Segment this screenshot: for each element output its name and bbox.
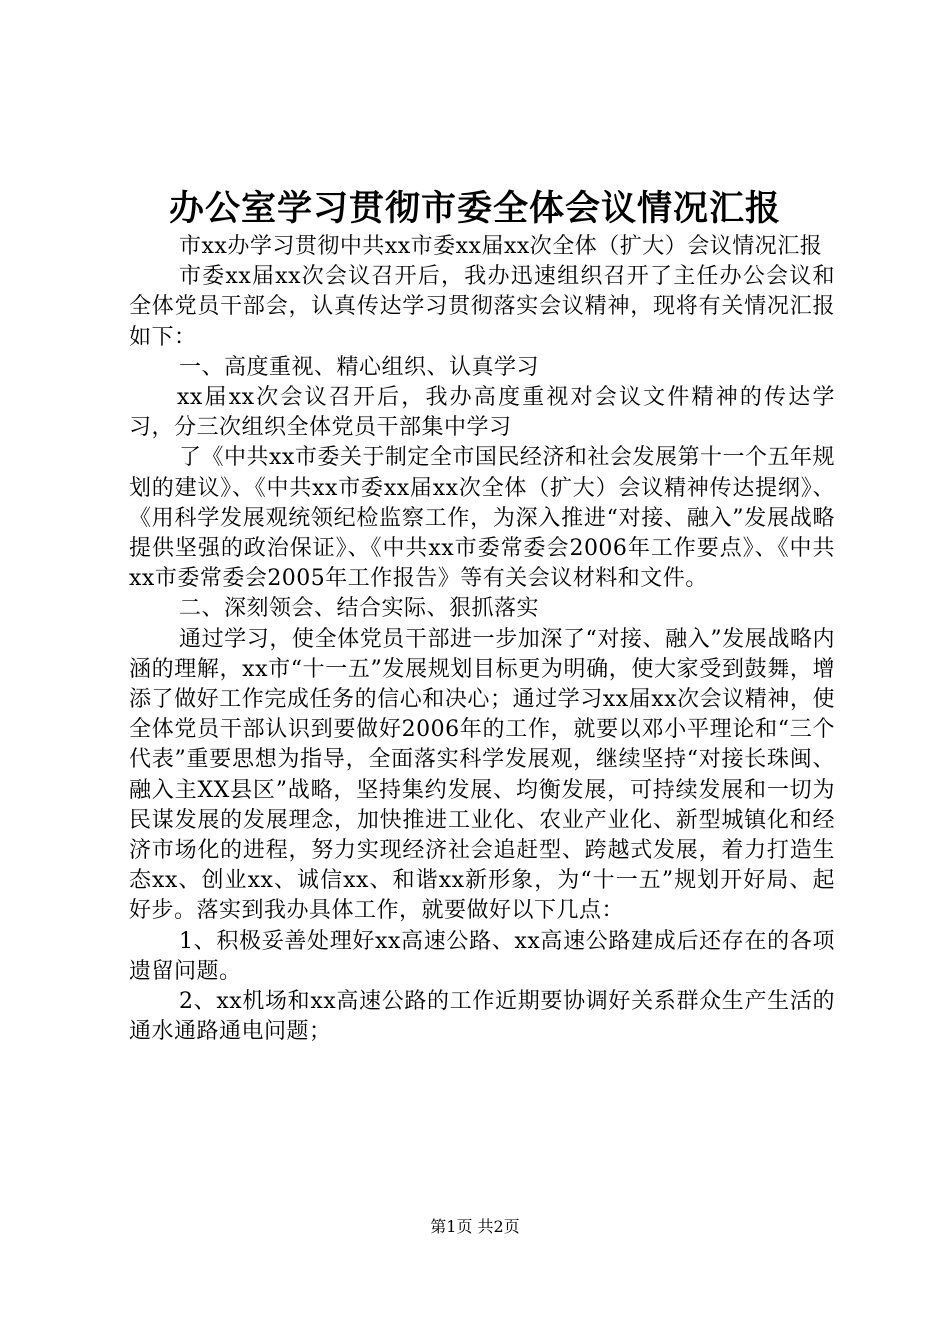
section-heading-2: 二、深刻领会、结合实际、狠抓落实 xyxy=(179,596,540,622)
list-item-2: 2、xx机场和xx高速公路的工作近期要协调好关系群众生产生活的通水通路通电问题； xyxy=(129,989,835,1045)
section-heading-1: 一、高度重视、精心组织、认真学习 xyxy=(179,354,540,380)
paragraph-1: 市xx办学习贯彻中共xx市委xx届xx次全体（扩大）会议情况汇报 xyxy=(179,234,823,259)
paragraph-5: 通过学习，使全体党员干部进一步加深了“对接、融入”发展战略内涵的理解，xx市“十一五”发展规划目标更为明确，使大家受到鼓舞，增添了做好工作完成任务的信心和决心；通过学习xx届xx次会议精神，使全体党员干部认识到要做好2006年的工作，就要以邓小平理论和“三个代表”重要思想为指导，全面落实科学发展观，继续坚持“对接长珠闽、融入主XX县区”战略，坚持集约发展、均衡发展，可持续发展和一切为民谋发展的发展理念，加快推进工业化、农业产业化、新型城镇化和经济市场化的进程，努力实现经济社会追赶型、跨越式发展，着力打造生态xx、创业xx、诚信xx、和谐xx新形象，为“十一五”规划开好局、起好步。落实到我办具体工作，就要做好以下几点： xyxy=(129,626,835,924)
paragraph-4: 了《中共xx市委关于制定全市国民经济和社会发展第十一个五年规划的建议》、《中共xx市委xx届xx次全体（扩大）会议精神传达提纲》、《用科学发展观统领纪检监察工作，为深入推进“对接、融入”发展战略提供坚强的政治保证》、《中共xx市委常委会2006年工作要点》、《中共xx市委常委会2005年工作报告》等有关会议材料和文件。 xyxy=(129,445,835,592)
document-title: 办公室学习贯彻市委全体会议情况汇报 xyxy=(168,188,781,229)
paragraph-3: xx届xx次会议召开后，我办高度重视对会议文件精神的传达学习，分三次组织全体党员干部集中学习 xyxy=(129,385,835,441)
list-item-1: 1、积极妥善处理好xx高速公路、xx高速公路建成后还存在的各项遗留问题。 xyxy=(129,928,835,984)
page-footer: 第1页 共2页 xyxy=(430,1217,520,1236)
paragraph-2: 市委xx届xx次会议召开后，我办迅速组织召开了主任办公会议和全体党员干部会，认真传达学习贯彻落实会议精神，现将有关情况汇报如下： xyxy=(129,264,835,350)
document-body xyxy=(129,232,835,1047)
